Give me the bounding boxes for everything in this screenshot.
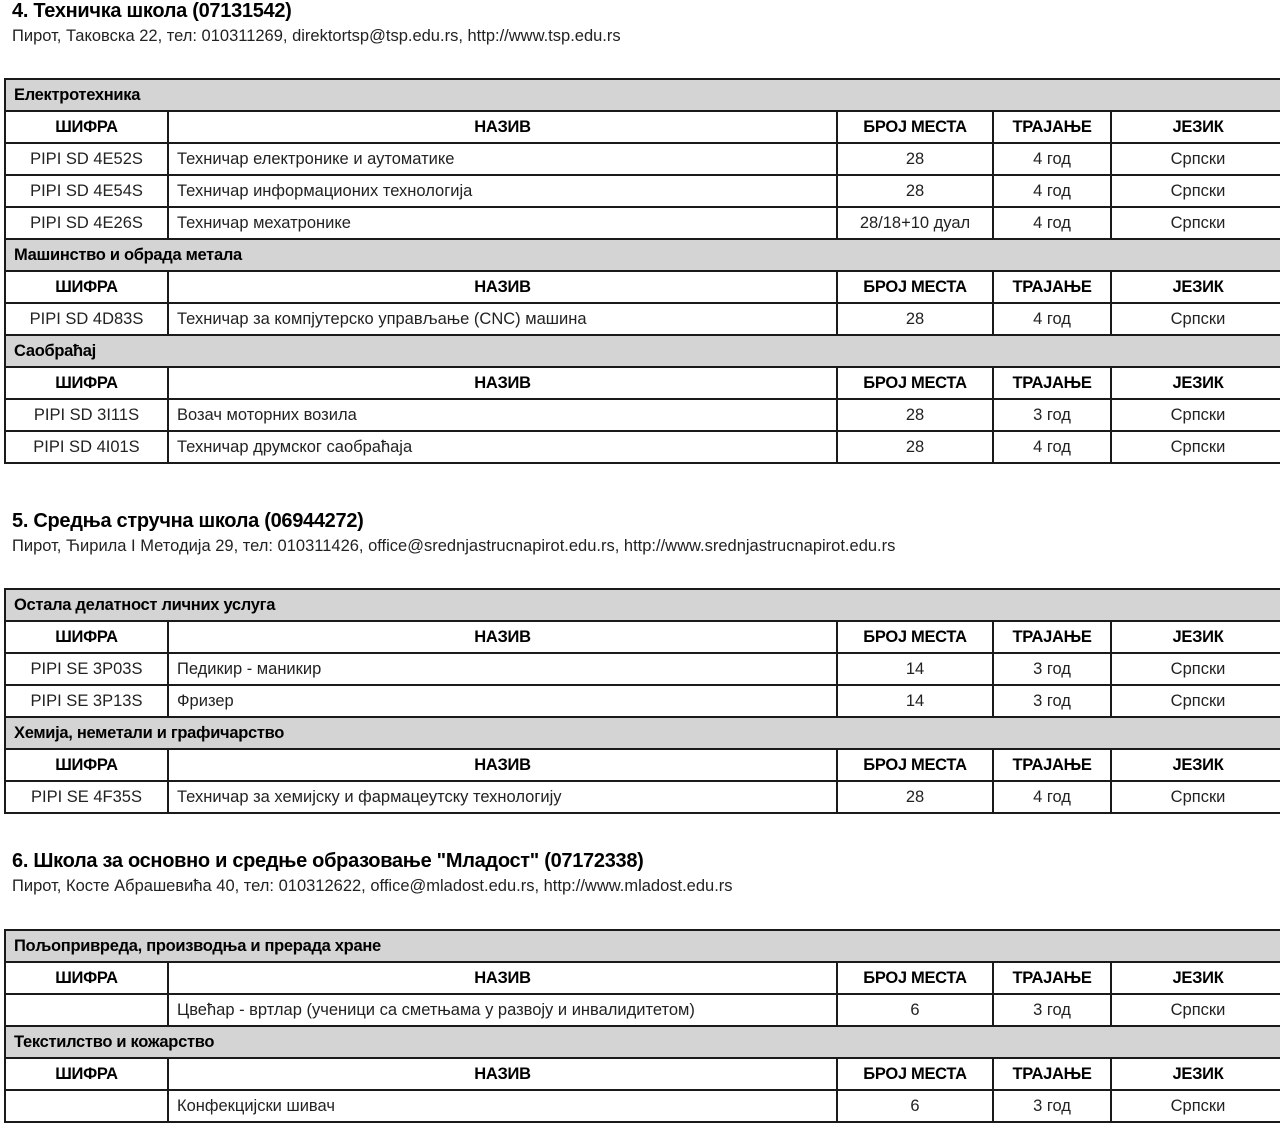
- cell-places: 28: [837, 781, 993, 813]
- table-row: [5, 175, 1280, 207]
- cell-language: Српски: [1111, 399, 1280, 431]
- cell-name: Фризер: [168, 685, 837, 717]
- cell-name: Возач моторних возила: [168, 399, 837, 431]
- cell-name: Педикир - маникир: [168, 653, 837, 685]
- cell-name: Конфекцијски шивач: [168, 1090, 837, 1122]
- cell-language: Српски: [1111, 207, 1280, 239]
- cell-name: Техничар друмског саобраћаја: [168, 431, 837, 463]
- col-header-name: НАЗИВ: [168, 1058, 837, 1090]
- col-header-code: ШИФРА: [5, 749, 168, 781]
- cell-code: PIPI SD 4E26S: [5, 207, 168, 239]
- col-header-name: НАЗИВ: [168, 749, 837, 781]
- col-header-code: ШИФРА: [5, 111, 168, 143]
- col-header-places: БРОЈ МЕСТА: [837, 1058, 993, 1090]
- column-header-row: [5, 621, 1280, 653]
- table-row: [5, 685, 1280, 717]
- col-header-language: ЈЕЗИК: [1111, 962, 1280, 994]
- cell-name: Техничар електронике и аутоматике: [168, 143, 837, 175]
- school-contact-info: Пирот, Таковска 22, тел: 010311269, direktortsp@tsp.edu.rs, http://www.tsp.edu.rs: [12, 27, 621, 45]
- section-name: Остала делатност личних услуга: [5, 589, 1280, 621]
- col-header-code: ШИФРА: [5, 271, 168, 303]
- cell-places: 6: [837, 994, 993, 1026]
- col-header-places: БРОЈ МЕСТА: [837, 367, 993, 399]
- col-header-name: НАЗИВ: [168, 367, 837, 399]
- column-header-row: [5, 1058, 1280, 1090]
- column-header-row: [5, 367, 1280, 399]
- cell-code: PIPI SD 4I01S: [5, 431, 168, 463]
- section-header-row: [5, 335, 1280, 367]
- cell-language: Српски: [1111, 143, 1280, 175]
- table-row: [5, 1090, 1280, 1122]
- cell-places: 14: [837, 685, 993, 717]
- column-header-row: [5, 111, 1280, 143]
- cell-code: PIPI SE 3P13S: [5, 685, 168, 717]
- cell-name: Техничар за компјутерско управљање (CNC) машина: [168, 303, 837, 335]
- cell-duration: 3 год: [993, 685, 1111, 717]
- cell-code: PIPI SD 4E52S: [5, 143, 168, 175]
- cell-places: 28: [837, 399, 993, 431]
- col-header-duration: ТРАЈАЊЕ: [993, 962, 1111, 994]
- col-header-duration: ТРАЈАЊЕ: [993, 621, 1111, 653]
- cell-name: Цвећар - вртлар (ученици са сметњама у развоју и инвалидитетом): [168, 994, 837, 1026]
- section-name: Хемија, неметали и графичарство: [5, 717, 1280, 749]
- cell-duration: 3 год: [993, 653, 1111, 685]
- col-header-language: ЈЕЗИК: [1111, 1058, 1280, 1090]
- cell-duration: 4 год: [993, 431, 1111, 463]
- cell-code: [5, 994, 168, 1026]
- cell-places: 28: [837, 431, 993, 463]
- cell-duration: 3 год: [993, 399, 1111, 431]
- cell-duration: 3 год: [993, 1090, 1111, 1122]
- cell-language: Српски: [1111, 1090, 1280, 1122]
- cell-places: 28: [837, 175, 993, 207]
- col-header-language: ЈЕЗИК: [1111, 111, 1280, 143]
- col-header-code: ШИФРА: [5, 1058, 168, 1090]
- cell-places: 6: [837, 1090, 993, 1122]
- column-header-row: [5, 962, 1280, 994]
- section-name: Текстилство и кожарство: [5, 1026, 1280, 1058]
- cell-code: PIPI SD 3I11S: [5, 399, 168, 431]
- cell-name: Техничар информационих технологија: [168, 175, 837, 207]
- col-header-duration: ТРАЈАЊЕ: [993, 1058, 1111, 1090]
- section-name: Пољопривреда, производња и прерада хране: [5, 930, 1280, 962]
- section-name: Електротехника: [5, 79, 1280, 111]
- school-title: 4. Техничка школа (07131542): [12, 0, 292, 22]
- col-header-name: НАЗИВ: [168, 111, 837, 143]
- cell-code: PIPI SE 3P03S: [5, 653, 168, 685]
- section-name: Машинство и обрада метала: [5, 239, 1280, 271]
- cell-name: Техничар мехатронике: [168, 207, 837, 239]
- section-header-row: [5, 79, 1280, 111]
- cell-language: Српски: [1111, 175, 1280, 207]
- col-header-places: БРОЈ МЕСТА: [837, 962, 993, 994]
- column-header-row: [5, 749, 1280, 781]
- col-header-duration: ТРАЈАЊЕ: [993, 367, 1111, 399]
- cell-duration: 4 год: [993, 175, 1111, 207]
- school-contact-info: Пирот, Ћирила I Методија 29, тел: 010311426, office@srednjastrucnapirot.edu.rs, http://www.srednjastrucnapirot.edu.rs: [12, 537, 896, 555]
- cell-language: Српски: [1111, 781, 1280, 813]
- school-title: 6. Школа за основно и средње образовање "Младост" (07172338): [12, 850, 644, 872]
- col-header-duration: ТРАЈАЊЕ: [993, 111, 1111, 143]
- cell-places: 28/18+10 дуал: [837, 207, 993, 239]
- col-header-language: ЈЕЗИК: [1111, 271, 1280, 303]
- section-name: Саобраћај: [5, 335, 1280, 367]
- col-header-name: НАЗИВ: [168, 621, 837, 653]
- table-row: [5, 781, 1280, 813]
- col-header-language: ЈЕЗИК: [1111, 621, 1280, 653]
- section-header-row: [5, 930, 1280, 962]
- col-header-places: БРОЈ МЕСТА: [837, 111, 993, 143]
- cell-language: Српски: [1111, 653, 1280, 685]
- section-header-row: [5, 717, 1280, 749]
- col-header-language: ЈЕЗИК: [1111, 367, 1280, 399]
- table-row: [5, 207, 1280, 239]
- cell-language: Српски: [1111, 994, 1280, 1026]
- cell-code: PIPI SD 4E54S: [5, 175, 168, 207]
- col-header-duration: ТРАЈАЊЕ: [993, 749, 1111, 781]
- section-header-row: [5, 1026, 1280, 1058]
- cell-language: Српски: [1111, 685, 1280, 717]
- table-row: [5, 431, 1280, 463]
- cell-code: PIPI SD 4D83S: [5, 303, 168, 335]
- col-header-places: БРОЈ МЕСТА: [837, 749, 993, 781]
- cell-places: 28: [837, 303, 993, 335]
- table-row: [5, 143, 1280, 175]
- cell-duration: 4 год: [993, 143, 1111, 175]
- cell-places: 28: [837, 143, 993, 175]
- cell-name: Техничар за хемијску и фармацеутску технологију: [168, 781, 837, 813]
- col-header-language: ЈЕЗИК: [1111, 749, 1280, 781]
- col-header-name: НАЗИВ: [168, 962, 837, 994]
- cell-duration: 4 год: [993, 781, 1111, 813]
- school-title: 5. Средња стручна школа (06944272): [12, 510, 364, 532]
- section-header-row: [5, 589, 1280, 621]
- cell-duration: 4 год: [993, 303, 1111, 335]
- school-contact-info: Пирот, Косте Абрашевића 40, тел: 010312622, office@mladost.edu.rs, http://www.mladost.edu.rs: [12, 877, 733, 895]
- cell-code: [5, 1090, 168, 1122]
- programs-table: [4, 78, 1280, 464]
- cell-places: 14: [837, 653, 993, 685]
- column-header-row: [5, 271, 1280, 303]
- cell-language: Српски: [1111, 431, 1280, 463]
- cell-duration: 3 год: [993, 994, 1111, 1026]
- cell-duration: 4 год: [993, 207, 1111, 239]
- col-header-code: ШИФРА: [5, 367, 168, 399]
- cell-code: PIPI SE 4F35S: [5, 781, 168, 813]
- table-row: [5, 653, 1280, 685]
- col-header-places: БРОЈ МЕСТА: [837, 621, 993, 653]
- programs-table: [4, 588, 1280, 814]
- col-header-places: БРОЈ МЕСТА: [837, 271, 993, 303]
- col-header-duration: ТРАЈАЊЕ: [993, 271, 1111, 303]
- col-header-code: ШИФРА: [5, 962, 168, 994]
- table-row: [5, 399, 1280, 431]
- col-header-name: НАЗИВ: [168, 271, 837, 303]
- cell-language: Српски: [1111, 303, 1280, 335]
- table-row: [5, 994, 1280, 1026]
- section-header-row: [5, 239, 1280, 271]
- programs-table: [4, 929, 1280, 1123]
- table-row: [5, 303, 1280, 335]
- col-header-code: ШИФРА: [5, 621, 168, 653]
